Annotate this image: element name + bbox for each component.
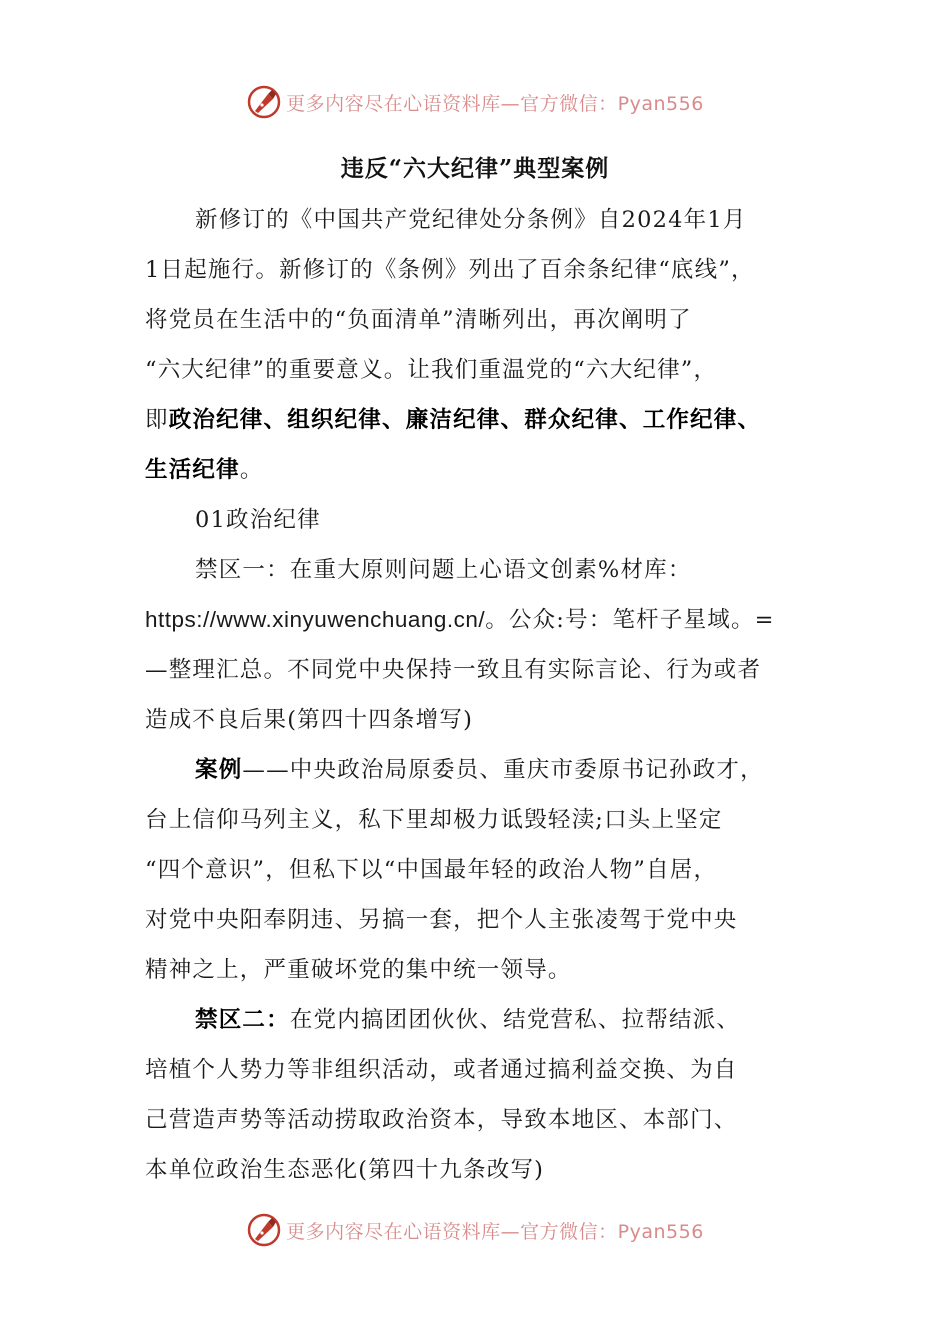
six-disciplines-list: 政治纪律、组织纪律、廉洁纪律、群众纪律、工作纪律、 — [168, 407, 762, 433]
zone1-line-3: —整理汇总。不同党中央保持一致且有实际言论、行为或者 — [145, 657, 762, 683]
intro-line-3: 将党员在生活中的“负面清单”清晰列出，再次阐明了 — [145, 307, 692, 333]
zone2-line-3: 己营造声势等活动捞取政治资本，导致本地区、本部门、 — [145, 1107, 738, 1133]
zone1-line-2 — [145, 595, 815, 645]
zone1-line-1: 禁区一：在重大原则问题上心语文创素%材库： — [195, 557, 692, 583]
footer-banner — [0, 1210, 950, 1250]
case-line-1-text: ——中央政治局原委员、重庆市委原书记孙政才， — [242, 757, 764, 783]
header-banner — [0, 82, 950, 122]
zone2-line-1-text: 在党内搞团团伙伙、结党营私、拉帮结派、 — [289, 1007, 741, 1033]
case-line-3: “四个意识”，但私下以“中国最年轻的政治人物”自居， — [145, 857, 718, 883]
intro-line-4: “六大纪律”的重要意义。让我们重温党的“六大纪律”， — [145, 357, 718, 383]
banner-text: 更多内容尽在心语资料库—官方微信：Pyan556 — [286, 1220, 704, 1243]
zone2-line-4: 本单位政治生态恶化(第四十九条改写) — [145, 1157, 545, 1183]
document-body — [145, 195, 815, 1195]
intro-prefix: 即 — [145, 407, 169, 433]
intro-suffix: 。 — [239, 457, 264, 483]
zone2-line-2: 培植个人势力等非组织活动，或者通过搞利益交换、为自 — [145, 1057, 738, 1083]
intro-line-6 — [145, 445, 815, 495]
intro-line-2: 1日起施行。新修订的《条例》列出了百余条纪律“底线”， — [145, 257, 755, 283]
life-discipline: 生活纪律 — [145, 457, 240, 483]
pen-nib-logo-icon — [246, 84, 282, 120]
website-link[interactable]: https://www.xinyuwenchuang.cn/ — [145, 607, 486, 632]
case-line-4: 对党中央阳奉阴违、另搞一套，把个人主张凌驾于党中央 — [145, 907, 738, 933]
intro-line-1: 新修订的《中国共产党纪律处分条例》自2024年1月 — [195, 207, 747, 233]
document-title: 违反“六大纪律”典型案例 — [340, 155, 610, 182]
intro-line-5 — [145, 395, 815, 445]
pen-nib-logo-icon — [246, 1212, 282, 1248]
zone2-line-1 — [145, 995, 815, 1045]
case-label: 案例 — [195, 757, 243, 783]
zone2-label: 禁区二： — [195, 1007, 290, 1033]
case-line-1 — [145, 745, 815, 795]
section-heading: 01政治纪律 — [195, 507, 321, 533]
banner-text: 更多内容尽在心语资料库—官方微信：Pyan556 — [286, 92, 704, 115]
zone1-line-4: 造成不良后果(第四十四条增写) — [145, 707, 474, 733]
zone1-line-2-rest: 。公众:号：笔杆子星域。= — [485, 607, 775, 633]
case-line-5: 精神之上，严重破坏党的集中统一领导。 — [145, 957, 572, 983]
case-line-2: 台上信仰马列主义，私下里却极力诋毁轻渎;口头上坚定 — [145, 807, 723, 833]
